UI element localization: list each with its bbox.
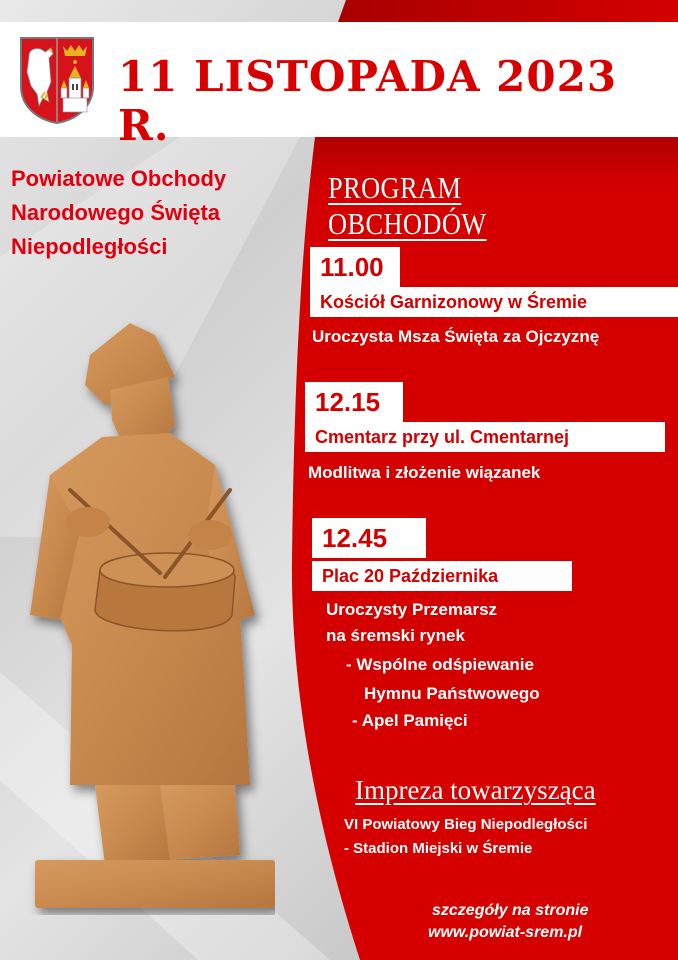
program-title: PROGRAM OBCHODÓW bbox=[328, 170, 487, 241]
drummer-statue-image bbox=[10, 315, 275, 915]
top-strip bbox=[0, 0, 678, 22]
event-time: 12.45 bbox=[312, 518, 426, 558]
header-band bbox=[0, 22, 678, 150]
heading-line: Niepodległości bbox=[11, 234, 168, 259]
event-detail: - Apel Pamięci bbox=[352, 711, 468, 730]
heading-line: Powiatowe Obchody bbox=[11, 166, 227, 191]
side-event-line: - Stadion Miejski w Śremie bbox=[344, 840, 533, 857]
heading-line: Narodowego Święta bbox=[11, 200, 221, 225]
side-event-title: Impreza towarzysząca bbox=[355, 775, 596, 805]
event-place: Plac 20 Października bbox=[312, 561, 572, 591]
event-detail: Uroczysty Przemarsz bbox=[326, 600, 498, 619]
page-title: 11 LISTOPADA 2023 R. bbox=[118, 52, 618, 150]
coat-of-arms-icon bbox=[19, 36, 95, 124]
event-heading bbox=[11, 162, 311, 264]
top-strip-red bbox=[338, 0, 678, 22]
event-time: 11.00 bbox=[310, 247, 400, 287]
website-link[interactable]: www.powiat-srem.pl bbox=[428, 924, 583, 941]
event-detail: Uroczysta Msza Święta za Ojczyznę bbox=[312, 327, 600, 346]
event-time: 12.15 bbox=[305, 382, 403, 422]
event-detail: Modlitwa i złożenie wiązanek bbox=[308, 463, 541, 482]
event-place: Cmentarz przy ul. Cmentarnej bbox=[305, 422, 665, 452]
event-detail: Hymnu Państwowego bbox=[364, 684, 540, 703]
event-place: Kościół Garnizonowy w Śremie bbox=[310, 287, 678, 317]
side-event-line: VI Powiatowy Bieg Niepodległości bbox=[344, 816, 588, 833]
event-detail: - Wspólne odśpiewanie bbox=[346, 655, 534, 674]
footer-text: szczegóły na stronie bbox=[432, 902, 589, 919]
event-detail: na śremski rynek bbox=[326, 626, 465, 645]
